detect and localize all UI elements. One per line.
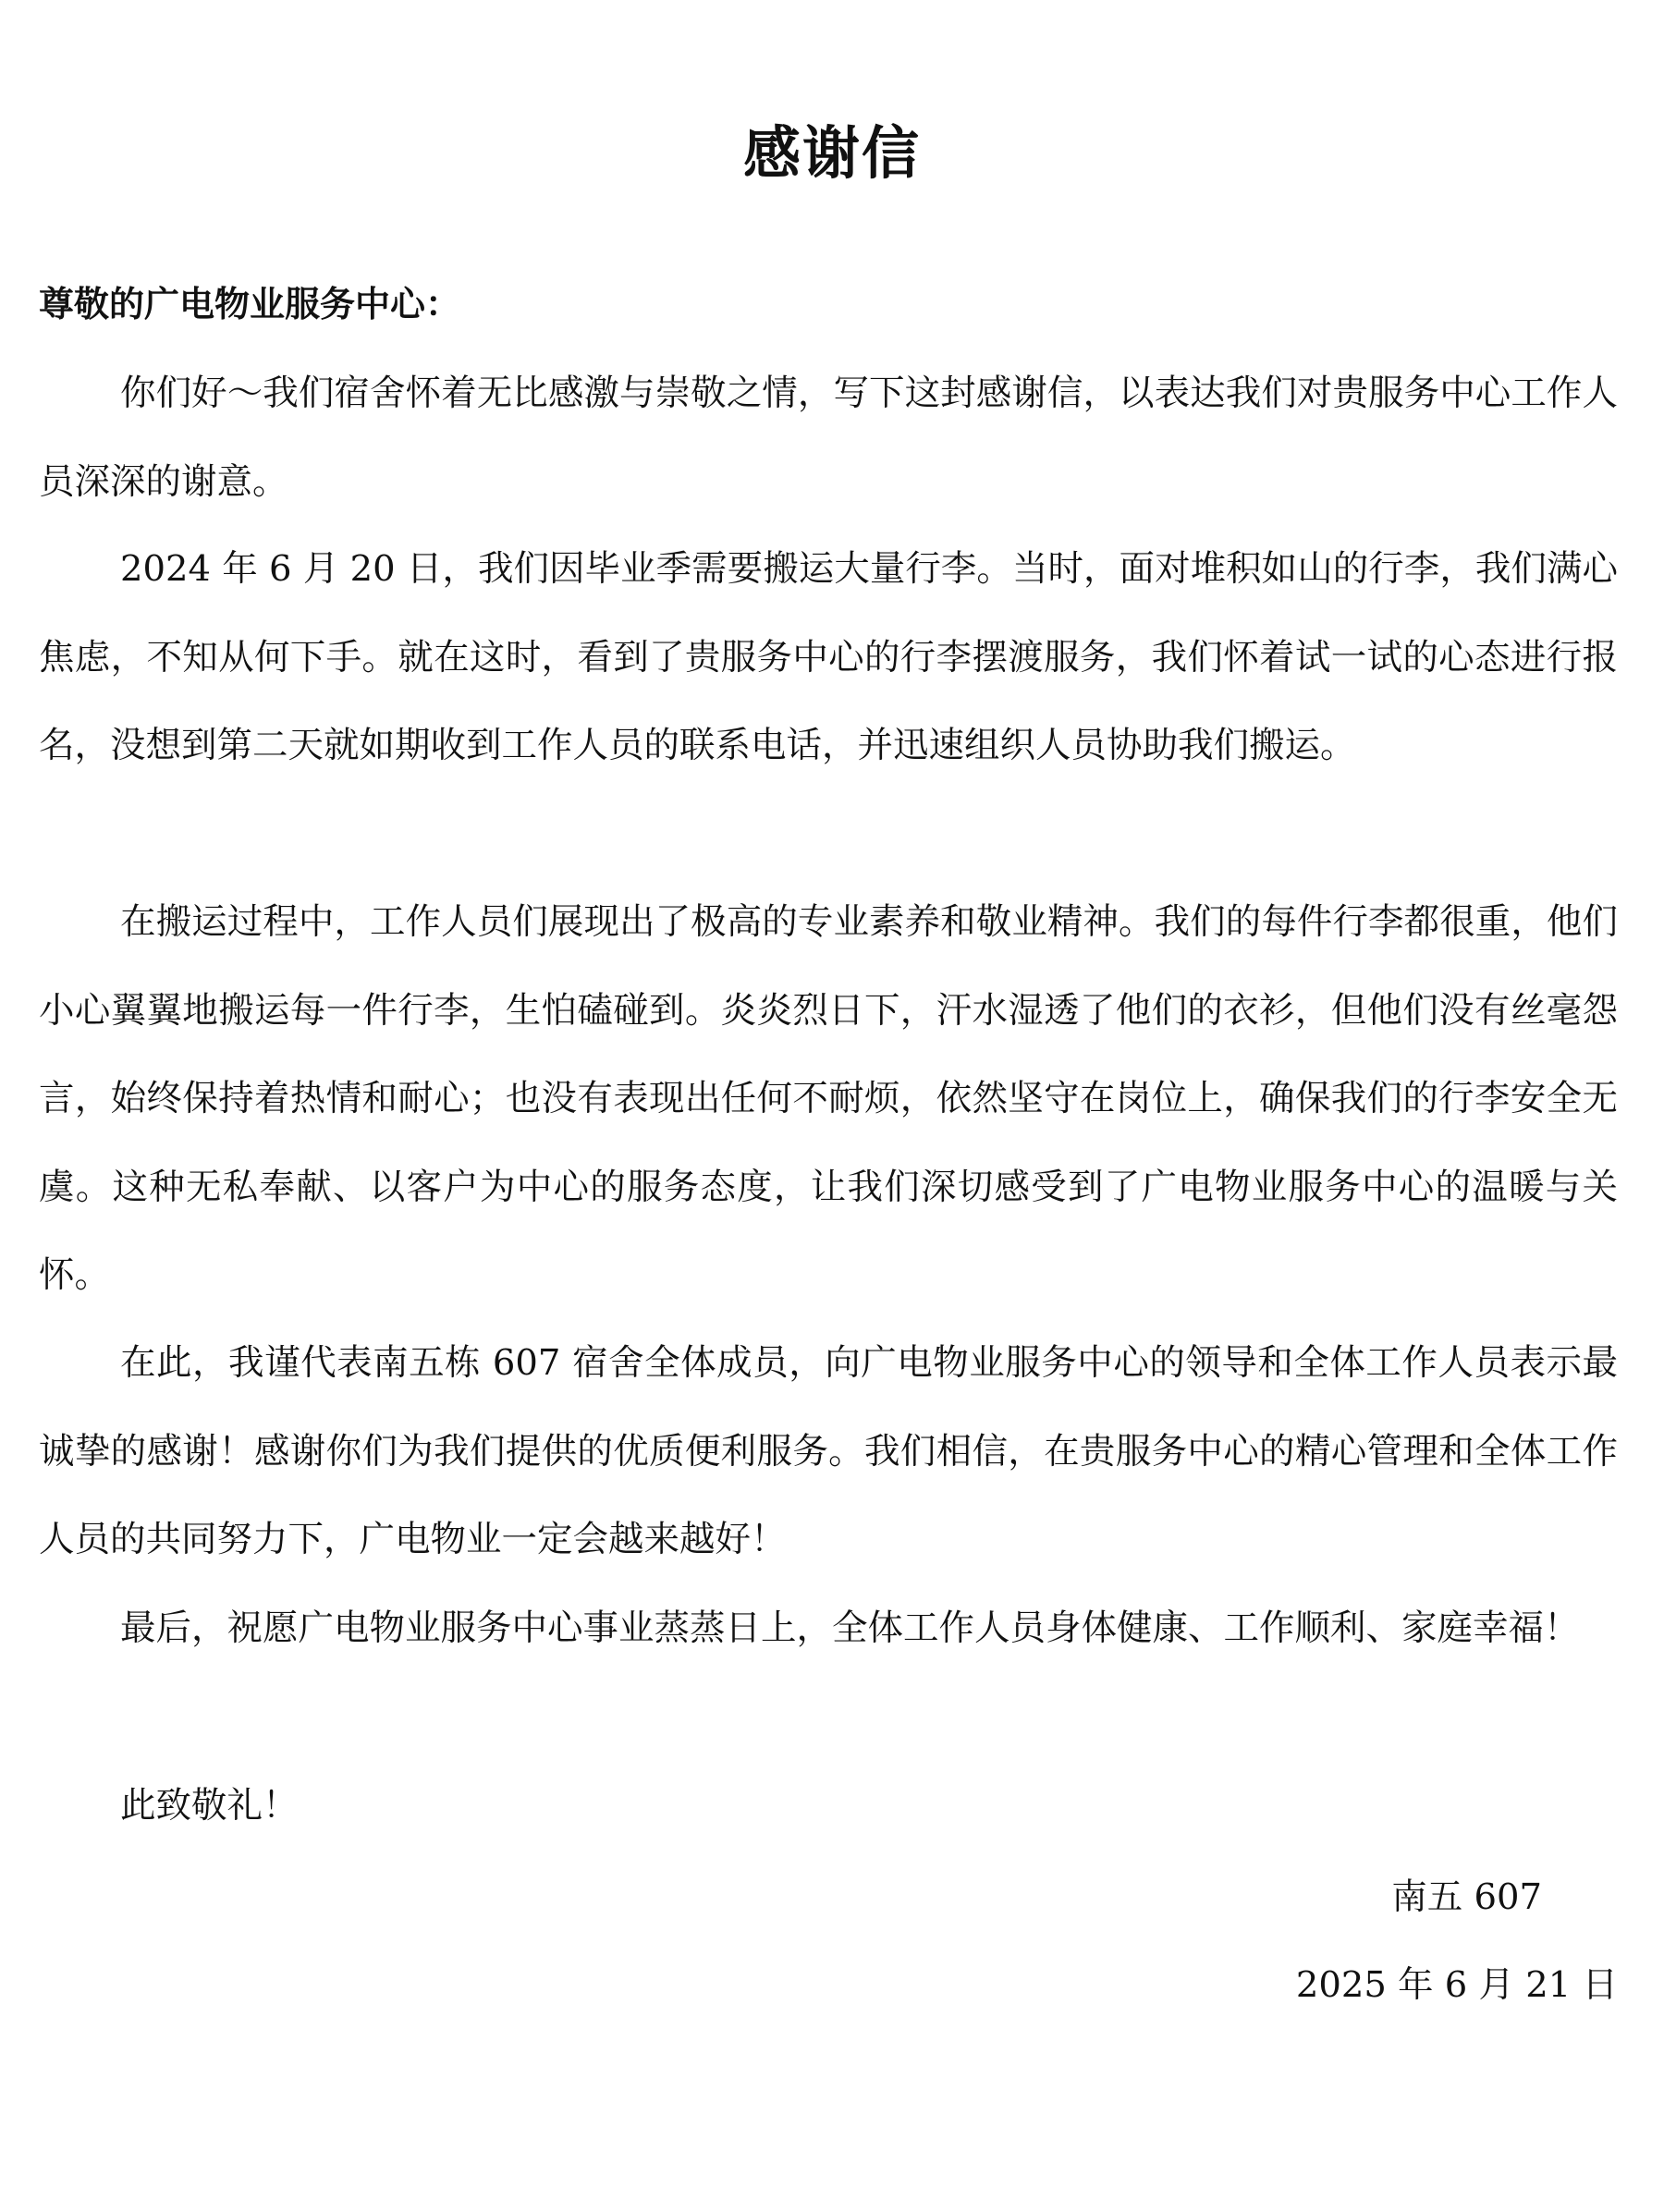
letter-date: 2025 年 6 月 21 日 (1295, 1964, 1618, 2006)
paragraph-event: 2024 年 6 月 20 日，我们因毕业季需要搬运大量行李。当时，面对堆积如山的行李，我们满心焦虑，不知从何下手。就在这时，看到了贵服务中心的行李摆渡服务，我们怀着试一试的心态进行报名，没想到第二天就如期收到工作人员的联系电话，并迅速组织人员协助我们搬运。 (39, 548, 1618, 766)
letter-title: 感谢信 (742, 119, 921, 187)
paragraph-greeting: 你们好～我们宿舍怀着无比感激与崇敬之情，写下这封感谢信，以表达我们对贵服务中心工作人员深深的谢意。 (39, 373, 1618, 503)
paragraph-staff-praise: 在搬运过程中，工作人员们展现出了极高的专业素养和敬业精神。我们的每件行李都很重，他们小心翼翼地搬运每一件行李，生怕磕碰到。炎炎烈日下，汗水湿透了他们的衣衫，但他们没有丝毫怨言，始终保持着热情和耐心；也没有表现出任何不耐烦，依然坚守在岗位上，确保我们的行李安全无虞。这种无私奉献、以客户为中心的服务态度，让我们深切感受到了广电物业服务中心的温暖与关怀。 (39, 901, 1618, 1296)
paragraph-closing: 此致敬礼！ (120, 1785, 299, 1827)
letter-signature: 南五 607 (1391, 1876, 1542, 1918)
letter-salutation: 尊敬的广电物业服务中心： (39, 284, 461, 324)
paragraph-wishes: 最后，祝愿广电物业服务中心事业蒸蒸日上，全体工作人员身体健康、工作顺利、家庭幸福！ (120, 1607, 1580, 1649)
paragraph-thanks: 在此，我谨代表南五栋 607 宿舍全体成员，向广电物业服务中心的领导和全体工作人员表示最诚挚的感谢！感谢你们为我们提供的优质便利服务。我们相信，在贵服务中心的精心管理和全体工作人员的共同努力下，广电物业一定会越来越好！ (39, 1342, 1618, 1560)
